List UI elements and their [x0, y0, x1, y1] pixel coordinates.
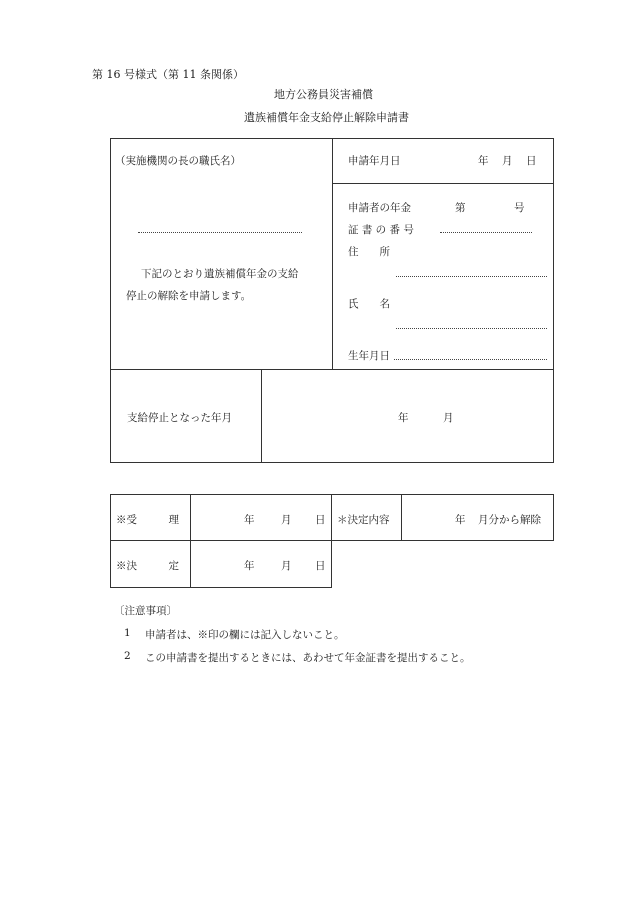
note-item-1-number: 1 [124, 627, 131, 639]
address-field[interactable] [396, 276, 547, 277]
main-form-border-right [553, 138, 554, 463]
application-date-label: 申請年月日 [348, 155, 401, 167]
agency-head-field[interactable] [138, 232, 302, 233]
receipt-year: 年 [244, 514, 255, 526]
receipt-month: 月 [281, 514, 292, 526]
decision-month: 月 [281, 560, 292, 572]
pension-no-prefix: 第 [455, 202, 466, 214]
agency-head-label: （実施機関の長の職氏名） [115, 155, 241, 167]
note-item-2-number: 2 [124, 650, 131, 662]
date-row-divider [332, 183, 554, 184]
decision-year: 年 [244, 560, 255, 572]
request-text-line1: 下記のとおり遺族補償年金の支給 [141, 268, 299, 280]
decision-content-year: 年 [455, 514, 466, 526]
suspension-month: 月 [443, 412, 454, 424]
office-table-row-divider [110, 540, 554, 541]
main-form-border-left [110, 138, 111, 463]
office-table-border-left [110, 494, 111, 588]
application-date-day: 日 [526, 155, 537, 167]
office-table-border-bottom [110, 587, 332, 588]
main-form-border-bottom [110, 462, 554, 463]
decision-content-label: ＊決定内容 [337, 514, 390, 526]
pension-no-suffix: 号 [514, 202, 525, 214]
suspension-col-divider [261, 369, 262, 463]
decision-content-value: 月分から解除 [478, 514, 541, 526]
decision-label: ※決 定 [116, 560, 179, 572]
notes-heading: 〔注意事項〕 [114, 605, 177, 617]
office-table-col3 [401, 494, 402, 541]
pension-cert-label-line1: 申請者の年金 [348, 202, 411, 214]
suspension-label: 支給停止となった年月 [127, 412, 232, 424]
birthdate-field[interactable] [394, 359, 547, 360]
receipt-label: ※受 理 [116, 514, 179, 526]
note-item-2-text: この申請書を提出するときには、あわせて年金証書を提出すること。 [145, 652, 471, 664]
note-item-1-text: 申請者は、※印の欄には記入しないこと。 [145, 629, 345, 641]
decision-day: 日 [315, 560, 326, 572]
application-date-year: 年 [478, 155, 489, 167]
name-label: 氏 名 [348, 298, 390, 310]
office-table-col2 [331, 494, 332, 588]
address-label: 住 所 [348, 246, 390, 258]
receipt-day: 日 [315, 514, 326, 526]
office-table-border-right [553, 494, 554, 541]
office-table-border-top [110, 494, 554, 495]
suspension-row-divider [110, 369, 554, 370]
pension-cert-label-line2: 証 書 の 番 号 [348, 224, 414, 236]
form-number: 第 16 号様式（第 11 条関係） [92, 68, 244, 81]
application-date-month: 月 [502, 155, 513, 167]
title-line1: 地方公務員災害補償 [274, 88, 373, 101]
main-form-divider-vertical [332, 138, 333, 370]
birthdate-label: 生年月日 [348, 350, 390, 362]
suspension-year: 年 [398, 412, 409, 424]
name-field[interactable] [396, 328, 547, 329]
request-text-line2: 停止の解除を申請します。 [126, 290, 252, 302]
title-line2: 遺族補償年金支給停止解除申請書 [244, 111, 409, 124]
office-table-col1 [190, 494, 191, 588]
pension-number-field[interactable] [440, 232, 532, 233]
